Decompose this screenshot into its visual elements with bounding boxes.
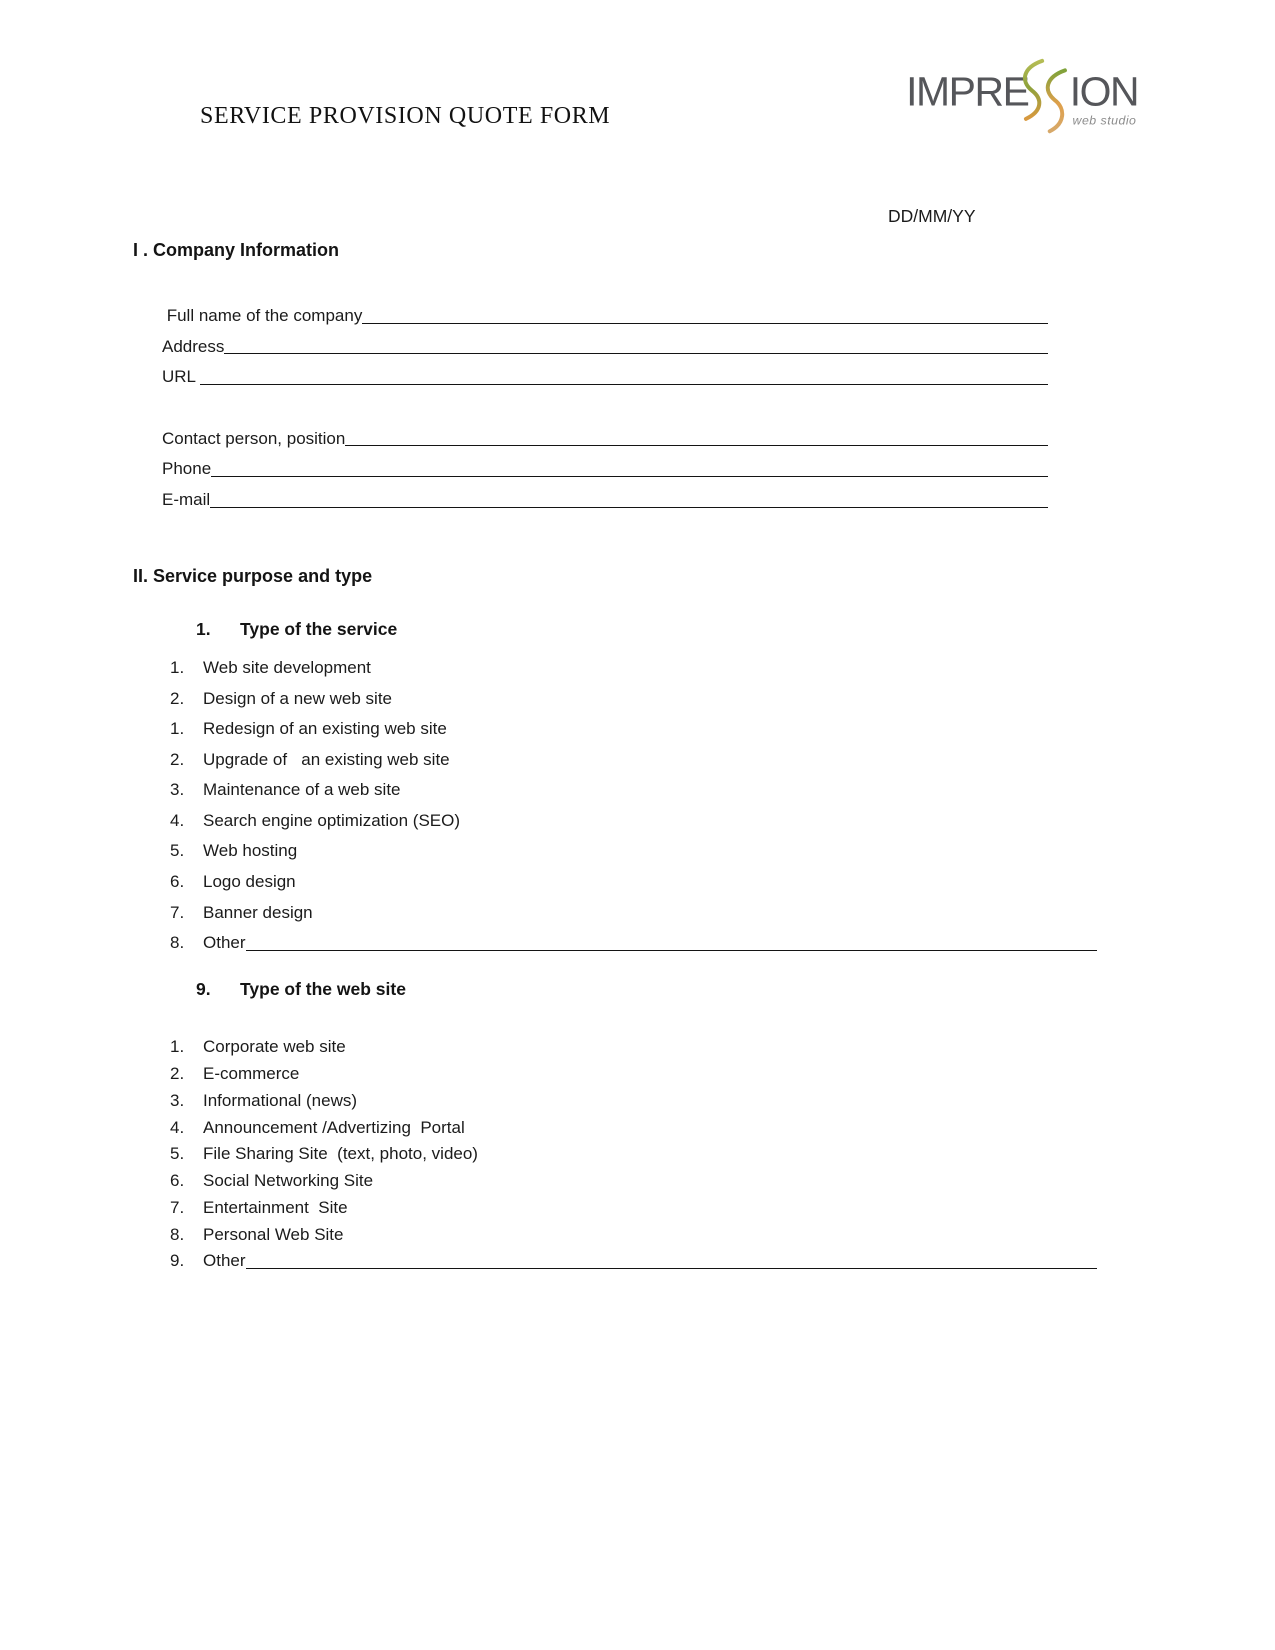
field-label: Full name of the company [162, 306, 363, 325]
list-item-other [133, 1245, 1097, 1272]
page-title: SERVICE PROVISION QUOTE FORM [200, 103, 611, 129]
blank-fill-line [246, 1268, 1097, 1269]
field-label: Address [162, 336, 225, 356]
logo-tagline: web studio [1072, 113, 1137, 128]
list-item-number: 2. [170, 1063, 185, 1083]
list-item-label: Web hosting [203, 841, 298, 861]
list-item-label: Personal Web Site [203, 1224, 344, 1244]
field-company-name [162, 296, 1048, 327]
list-item-number: 9. [170, 1251, 185, 1271]
field-label: E-mail [162, 490, 211, 510]
subsection-type-of-web-site-heading [133, 979, 406, 1000]
list-item [133, 1192, 1097, 1219]
blank-fill-line [211, 476, 1048, 477]
subsection-title: Type of the service [240, 619, 398, 639]
field-phone [162, 449, 1048, 480]
list-item [133, 1058, 1097, 1085]
list-item-label: Web site development [203, 657, 371, 677]
list-item-label: Entertainment Site [203, 1197, 348, 1217]
list-item-label: Logo design [203, 872, 296, 892]
logo-text-impre: IMPRE [906, 68, 1029, 115]
blank-fill-line [210, 507, 1048, 508]
field-contact-person [162, 419, 1048, 450]
field-label: Phone [162, 459, 212, 479]
list-item-number: 6. [170, 872, 185, 892]
list-item [133, 1111, 1097, 1138]
list-item-number: 3. [170, 1090, 185, 1110]
field-label: Contact person, position [162, 428, 346, 448]
web-site-type-list [133, 1031, 1097, 1272]
list-item [133, 862, 1097, 893]
blank-fill-line [345, 445, 1048, 446]
impression-web-studio-logo [905, 58, 1145, 136]
logo-text-ion: ION [1069, 68, 1139, 115]
subsection-title: Type of the web site [240, 979, 406, 999]
list-item-label: Maintenance of a web site [203, 780, 401, 800]
subsection-number: 1. [196, 619, 211, 639]
list-item-number: 2. [170, 749, 185, 769]
subsection-number: 9. [196, 979, 211, 999]
list-item-label: Corporate web site [203, 1037, 346, 1057]
list-item [133, 801, 1097, 832]
list-item-number: 8. [170, 1224, 185, 1244]
list-item-number: 2. [170, 688, 185, 708]
blank-fill-line [362, 323, 1048, 324]
list-item-number: 7. [170, 1197, 185, 1217]
list-item [133, 1219, 1097, 1246]
section-company-heading: I . Company Information [133, 240, 340, 260]
list-item-other [133, 923, 1097, 954]
list-item-number: 5. [170, 1144, 185, 1164]
list-item-number: 1. [170, 657, 185, 677]
field-address [162, 327, 1048, 358]
list-item-label: Design of a new web site [203, 688, 392, 708]
list-item-number: 3. [170, 780, 185, 800]
list-item-number: 1. [170, 1037, 185, 1057]
list-item-number: 5. [170, 841, 185, 861]
list-item-label: Upgrade of an existing web site [203, 749, 450, 769]
list-item-label: Social Networking Site [203, 1171, 374, 1191]
list-item [133, 740, 1097, 771]
list-item-label: Informational (news) [203, 1090, 358, 1110]
field-url [162, 357, 1048, 388]
list-item [133, 1031, 1097, 1058]
list-item [133, 1165, 1097, 1192]
list-item-label: Announcement /Advertizing Portal [203, 1117, 465, 1137]
list-item [133, 1085, 1097, 1112]
list-item-label: Other [203, 1251, 246, 1271]
list-item-number: 7. [170, 902, 185, 922]
field-email [162, 480, 1048, 511]
spacer [162, 388, 1048, 419]
logo-s-glyph-2-icon [1048, 70, 1065, 131]
list-item [133, 832, 1097, 863]
list-item-number: 6. [170, 1171, 185, 1191]
blank-fill-line [224, 353, 1048, 354]
list-item-number: 4. [170, 810, 185, 830]
company-info-fields [162, 296, 1048, 511]
list-item-label: Search engine optimization (SEO) [203, 810, 461, 830]
list-item-label: Banner design [203, 902, 313, 922]
list-item-label: Redesign of an existing web site [203, 719, 447, 739]
blank-fill-line [246, 950, 1097, 951]
list-item-number: 1. [170, 719, 185, 739]
blank-fill-line [200, 384, 1048, 385]
list-item [133, 1138, 1097, 1165]
list-item-label: Other [203, 933, 246, 953]
list-item-label: File Sharing Site (text, photo, video) [203, 1144, 478, 1164]
list-item [133, 709, 1097, 740]
field-label: URL [162, 367, 201, 387]
section-service-heading: II. Service purpose and type [133, 566, 373, 586]
list-item [133, 893, 1097, 924]
list-item-number: 4. [170, 1117, 185, 1137]
list-item [133, 648, 1097, 679]
service-type-list [133, 648, 1097, 954]
list-item-label: E-commerce [203, 1063, 300, 1083]
list-item [133, 679, 1097, 710]
list-item [133, 770, 1097, 801]
list-item-number: 8. [170, 933, 185, 953]
date-format-label: DD/MM/YY [888, 206, 976, 226]
subsection-type-of-service-heading [133, 619, 397, 640]
